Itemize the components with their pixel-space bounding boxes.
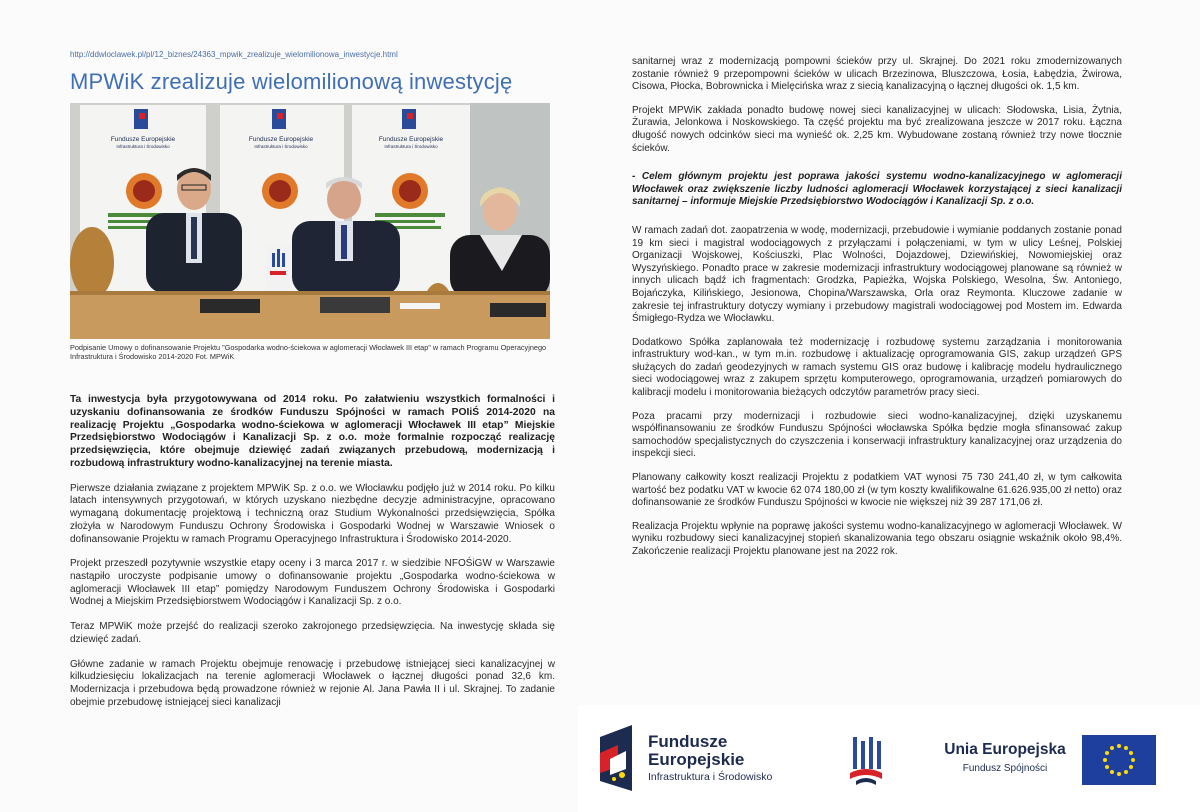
body-paragraph: Projekt MPWiK zakłada ponadto budowę nowej sieci kanalizacyjnej w ulicach: Słodowska, Lisia, Żytnia, Żurawia, Jelonkowa i Noskowskiego. Ta część projektu ma być zrealizowana jeszcze w 2017 roku. Łączna długość nowych odcinków sieci ma wynieść ok. 2,25 km. Wybudowane zostaną również trzy nowe tłocznie ścieków. <box>632 104 1122 154</box>
svg-text:Infrastruktura i Środowisko: Infrastruktura i Środowisko <box>254 144 308 149</box>
photo-caption: Podpisanie Umowy o dofinansowanie Projektu "Gospodarka wodno-ściekowa w aglomeracji Włocławek III etap" w ramach Programu Operacyjnego Infrastruktura i Środowisko 2014-2020 Fot. MPWiK <box>70 343 547 361</box>
svg-text:Fundusze Europejskie: Fundusze Europejskie <box>248 136 314 143</box>
source-url: http://ddwloclawek.pl/pl/12_biznes/24363_mpwik_zrealizuje_wielomilionowa_inwestycje.html <box>70 50 398 59</box>
body-paragraph: Pierwsze działania związane z projektem MPWiK Sp. z o.o. we Włocławku podjęło już w 2014 roku. Po kilku latach intensywnych przygotowań, w których uzyskano niezbędne decyzje administracyjne, opracowano wymaganą dokumentację projektową i techniczną oraz Studium Wykonalności przedsięwzięcia, Spółka złożyła w Narodowym Funduszu Ochrony Środowiska i Gospodarki Wodnej w Warszawie Wniosek o dofinansowanie Projektu w ramach Programu Operacyjnego Infrastruktura i Środowisko 2014-2020. <box>70 482 555 545</box>
article-title: MPWiK zrealizuje wielomilionową inwestycję <box>70 69 513 94</box>
body-paragraph: Realizacja Projektu wpłynie na poprawę jakości systemu wodno-kanalizacyjnego w aglomeracji Włocławek. W wyniku rozbudowy sieci kanalizacyjnej stopień skanalizowania tego obszaru osiągnie wskaźnik około 98,4%. Zakończenie realizacji Projektu planowane jest na 2022 rok. <box>632 520 1122 557</box>
body-paragraph: Planowany całkowity koszt realizacji Projektu z podatkiem VAT wynosi 75 730 241,40 zł, w tym całkowita wartość bez podatku VAT w kwocie 62 074 180,00 zł (w tym koszty kwalifikowalne 61.626.935,00 zł netto) oraz dofinansowanie ze środków Funduszu Spójności w kwocie nie większej niż 39 287 171,06 zł. <box>632 472 1122 509</box>
mpwik-logo-icon <box>848 735 884 787</box>
svg-text:Fundusze Europejskie: Fundusze Europejskie <box>110 136 176 143</box>
pull-quote: - Celem głównym projektu jest poprawa jakości systemu wodno-kanalizacyjnego w aglomeracji Włocławek oraz zwiększenie liczby ludności aglomeracji Włocławek korzystającej z sieci kanalizacji sanitarnej – informuje Miejskie Przedsiębiorstwo Wodociągów i Kanalizacji Sp. z o.o. <box>632 171 1122 208</box>
ue-line-1: Unia Europejska <box>944 741 1066 758</box>
body-paragraph: W ramach zadań dot. zaopatrzenia w wodę, modernizacji, przebudowie i wymianie poddanych zostanie ponad 19 km sieci i magistral wodociągowych z przyłączami i połączeniami, w tym w ulicy Leśnej, Polskiej Organizacji Wojskowej, Kościuszki, Plac Wolności, Dojazdowej, Dziewińskiej, Nowomiejskiej oraz Wyszyńskiego. Ponadto prace w zakresie modernizacji infrastruktury wodociągowej planowane są również w innych ulicach bądź ich fragmentach: Grodzka, Papieżka, Wojska Polskiego, Wesolna, Św. Antoniego, Bojańczyka, Kilińskiego, Jesionowa, Chopina/Warszawska, Orla oraz Reymonta. Kluczowe zadanie w zakresie tej infrastruktury dotyczy wymiany i przebudowy magistrali wodociągowej pod Mostem im. Edwarda Śmigłego-Rydza we Włocławku. <box>632 224 1122 325</box>
left-column <box>70 50 555 709</box>
right-column <box>632 56 1122 570</box>
svg-text:Infrastruktura i Środowisko: Infrastruktura i Środowisko <box>384 144 438 149</box>
signing-ceremony-photo <box>70 103 550 339</box>
fundusze-europejskie-logo-icon <box>596 723 636 793</box>
fundusze-europejskie-label <box>648 733 772 783</box>
funding-logos-bar <box>578 705 1200 812</box>
unia-europejska-label <box>935 741 1075 774</box>
body-paragraph: Dodatkowo Spółka zaplanowała też modernizację i rozbudowę systemu zarządzania i monitorowania infrastruktury wod-kan., w tym m.in. rozbudowę i aktualizację oprogramowania GIS, zakup urządzeń GPS służących do zadań geodezyjnych w ramach systemu GIS oraz budowę i kalibrację modelu hydraulicznego sieci wodociągowej wraz z zakupem sprzętu komputerowego, oprogramowania, urządzeń pomiarowych do kalibracji modelu i monitorowania bieżących odczytów parametrów pracy sieci. <box>632 336 1122 399</box>
fe-line-2: Europejskie <box>648 750 745 769</box>
article-photo <box>70 103 550 339</box>
body-paragraph: Projekt przeszedł pozytywnie wszystkie etapy oceny i 3 marca 2017 r. w siedzibie NFOŚiGW w Warszawie nastąpiło uroczyste podpisanie umowy o dofinansowanie projektu „Gospodarka wodno-ściekowa w aglomeracji Włocławek III etap” pomiędzy Narodowym Funduszem Ochrony Środowiska i Gospodarki Wodnej a Miejskim Przedsiębiorstwem Wodociągów i Kanalizacji Sp. z o.o. <box>70 558 555 608</box>
fe-line-3: Infrastruktura i Środowisko <box>648 771 773 783</box>
body-paragraph: Teraz MPWiK może przejść do realizacji szeroko zakrojonego przedsięwzięcia. Na inwestycję składa się dziewięć zadań. <box>70 621 555 645</box>
body-paragraph: Główne zadanie w ramach Projektu obejmuje renowację i przebudowę istniejącej sieci kanalizacyjnej w kilkudziesięciu lokalizacjach na terenie aglomeracji Włocławek o łącznej długości ponad 32,6 km. Modernizacja i przebudowa będą prowadzone również w rejonie Al. Jana Pawła II i ul. Skrajnej. To zadanie obejmie przebudowę istniejącej sieci kanalizacji <box>70 658 555 708</box>
fe-line-1: Fundusze <box>648 732 728 751</box>
svg-text:Fundusze Europejskie: Fundusze Europejskie <box>378 136 444 143</box>
svg-text:Infrastruktura i Środowisko: Infrastruktura i Środowisko <box>116 144 170 149</box>
eu-flag-icon <box>1082 735 1156 785</box>
article-lead: Ta inwestycja była przygotowywana od 2014 roku. Po załatwieniu wszystkich formalności i uzyskaniu dofinansowania ze środków Funduszu Spójności w ramach POIiŚ 2014-2020 na realizację Projektu „Gospodarka wodno-ściekowa w aglomeracji Włocławek III etap” Miejskie Przedsiębiorstwo Wodociągów i Kanalizacji Sp. z o.o. może formalnie rozpocząć realizację przedsięwzięcia, które obejmuje dziewięć zadań związanych przebudową, modernizacją i rozbudową infrastruktury wodno-kanalizacyjnej na terenie miasta. <box>70 394 555 469</box>
body-paragraph: sanitarnej wraz z modernizacją pompowni ścieków przy ul. Skrajnej. Do 2021 roku zmodernizowanych zostanie również 9 przepompowni ścieków w ulicach Brzezinowa, Bluszczowa, Łosia, Łabędzia, Żwirowa, Cisowa, Płocka, Bobrownicka i Mielęcińska wraz z siecią kanalizacyjną o łącznej długości ok. 1,5 km. <box>632 56 1122 93</box>
body-paragraph: Poza pracami przy modernizacji i rozbudowie sieci wodno-kanalizacyjnej, dzięki uzyskanemu współfinansowaniu ze środków Funduszu Spójności włocławska Spółka będzie mogła sfinansować zakup samochodów specjalistycznych do czyszczenia i konserwacji infrastruktury kanalizacyjnej oraz urządzenia do inspekcji sieci. <box>632 410 1122 460</box>
ue-line-2: Fundusz Spójności <box>962 763 1048 774</box>
